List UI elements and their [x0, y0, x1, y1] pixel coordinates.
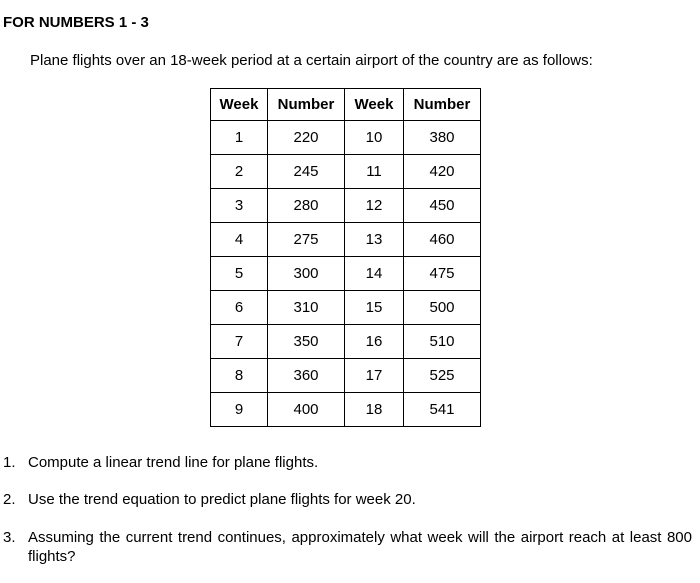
question-text: Use the trend equation to predict plane flights for week 20.	[28, 491, 416, 508]
question-number: 3.	[3, 529, 16, 546]
table-cell: 541	[404, 393, 481, 427]
intro-text: Plane flights over an 18-week period at a certain airport of the country are as follows:	[30, 52, 593, 69]
table-cell: 13	[345, 223, 404, 257]
question-item	[0, 490, 692, 509]
table-cell: 300	[268, 257, 345, 291]
table-cell: 14	[345, 257, 404, 291]
table-cell: 3	[211, 189, 268, 223]
table-row	[211, 155, 481, 189]
table-cell: 400	[268, 393, 345, 427]
table-cell: 2	[211, 155, 268, 189]
header-week-2: Week	[345, 89, 404, 121]
table-cell: 280	[268, 189, 345, 223]
table-cell: 1	[211, 121, 268, 155]
table-row	[211, 291, 481, 325]
table-cell: 11	[345, 155, 404, 189]
table-row	[211, 257, 481, 291]
table-cell: 12	[345, 189, 404, 223]
question-text: Assuming the current trend continues, approximately what week will the airport reach at least 800 flights?	[28, 529, 692, 565]
table-cell: 5	[211, 257, 268, 291]
table-cell: 15	[345, 291, 404, 325]
table-cell: 380	[404, 121, 481, 155]
flights-table	[210, 88, 481, 427]
table-row	[211, 393, 481, 427]
table-cell: 350	[268, 325, 345, 359]
table-cell: 500	[404, 291, 481, 325]
header-week-1: Week	[211, 89, 268, 121]
question-item	[0, 528, 692, 566]
section-heading: FOR NUMBERS 1 - 3	[3, 14, 149, 31]
table-cell: 245	[268, 155, 345, 189]
table-cell: 220	[268, 121, 345, 155]
table-cell: 525	[404, 359, 481, 393]
question-list	[0, 450, 692, 566]
table-cell: 450	[404, 189, 481, 223]
table-cell: 8	[211, 359, 268, 393]
table-cell: 475	[404, 257, 481, 291]
table-cell: 7	[211, 325, 268, 359]
table-cell: 9	[211, 393, 268, 427]
question-number: 1.	[3, 454, 16, 471]
table-cell: 310	[268, 291, 345, 325]
table-row	[211, 189, 481, 223]
table-cell: 17	[345, 359, 404, 393]
table-cell: 4	[211, 223, 268, 257]
table-cell: 360	[268, 359, 345, 393]
table-cell: 10	[345, 121, 404, 155]
table-cell: 510	[404, 325, 481, 359]
table-cell: 460	[404, 223, 481, 257]
header-number-1: Number	[268, 89, 345, 121]
question-item	[0, 453, 692, 472]
table-cell: 420	[404, 155, 481, 189]
question-number: 2.	[3, 491, 16, 508]
table-row	[211, 121, 481, 155]
header-number-2: Number	[404, 89, 481, 121]
table-row	[211, 359, 481, 393]
table-row	[211, 223, 481, 257]
table-header-row	[211, 89, 481, 121]
table-cell: 6	[211, 291, 268, 325]
table-row	[211, 325, 481, 359]
question-text: Compute a linear trend line for plane flights.	[28, 454, 319, 471]
table-cell: 18	[345, 393, 404, 427]
table-cell: 275	[268, 223, 345, 257]
table-cell: 16	[345, 325, 404, 359]
